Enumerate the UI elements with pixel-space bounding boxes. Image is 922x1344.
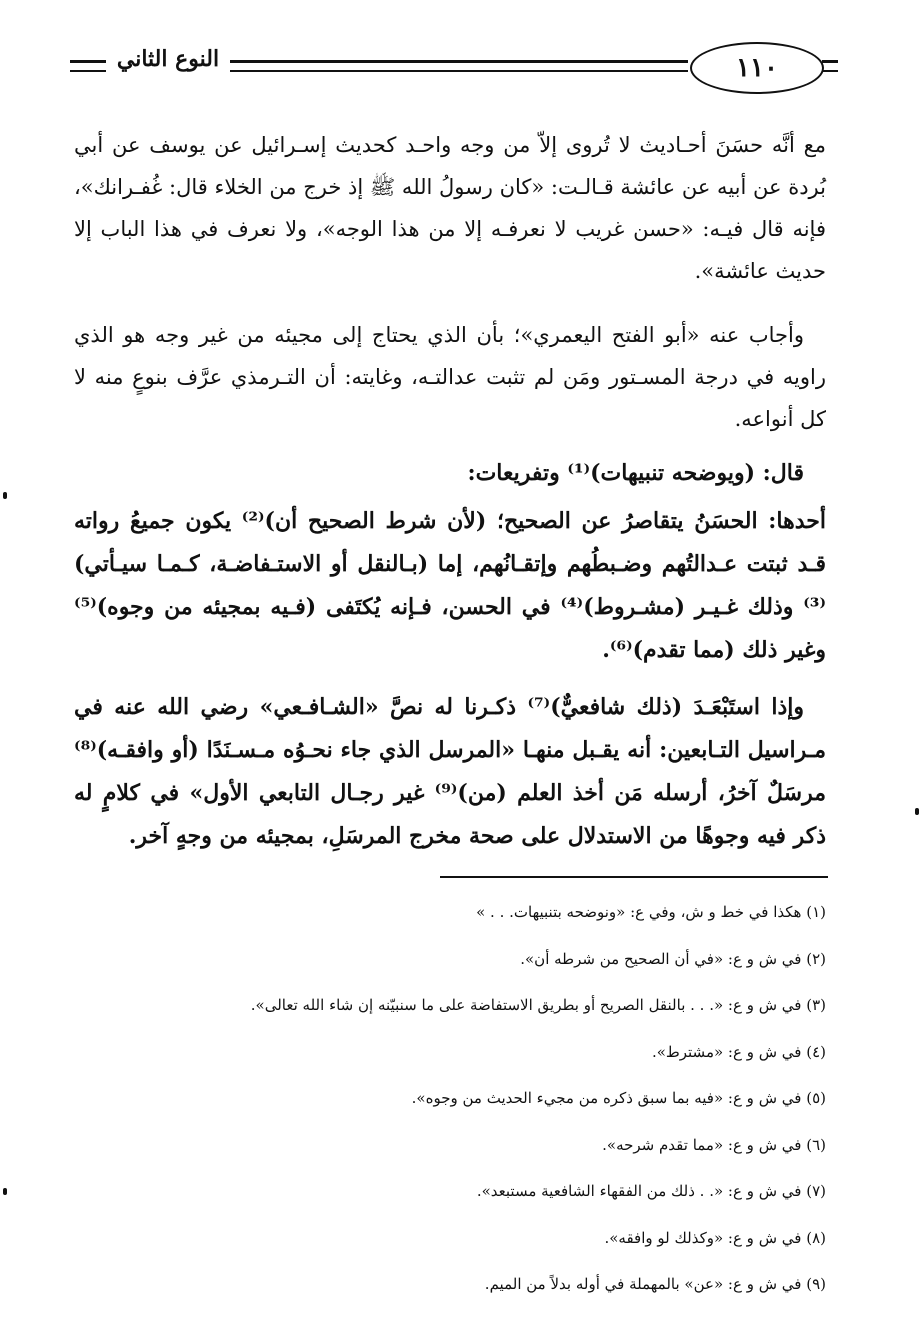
scan-mark [3,492,7,499]
page-header [70,40,830,110]
header-rule-left [70,60,106,72]
scan-mark [3,1188,7,1195]
quoted-heading: قال: (ويوضحه تنبيهات)⁽¹⁾ وتفريعات: [467,460,804,486]
section-title: النوع الثاني [116,46,220,72]
footnote: (٨) في ش و ع: «وكذلك لو وافقه». [604,1228,826,1247]
footnote: (٦) في ش و ع: «مما تقدم شرحه». [602,1135,826,1154]
footnote: (٤) في ش و ع: «مشترط». [651,1042,826,1061]
header-rule-right [822,60,838,72]
scan-mark [915,808,919,815]
footnote: (٢) في ش و ع: «في أن الصحيح من شرطه أن». [520,949,826,968]
footnote: (٧) في ش و ع: «. . ذلك من الفقهاء الشافعية مستبعد». [476,1182,826,1200]
footnote: (٣) في ش و ع: «. . . بالنقل الصريح أو بطريق الاستفاضة على ما سنبيّنه إن شاء الله تعالى». [250,996,826,1014]
footnote: (٩) في ش و ع: «عن» بالمهملة في أوله بدلاً من الميم. [484,1275,826,1293]
footnote: (١) هكذا في خط و ش، وفي ع: «ونوضحه بتنبيهات. . . » [476,903,826,921]
footnotes-list [74,892,826,1311]
paragraph-3: أحدها: الحسَنُ يتقاصرُ عن الصحيح؛ (لأن شرط الصحيح أن)⁽²⁾ يكون جميعُ رواته قـد ثبتت عـدالتُهم وضـبطُهم وإتقـانُهم، إما (بـالنقل أو الاستـفاضـة، كـمـا سيـأتي)⁽³⁾ وذلك غـيـر (مشـروط)⁽⁴⁾ في الحسن، فـإنه يُكتَفى (فـيه بمجيئه من وجوه)⁽⁵⁾ وغير ذلك (مما تقدم)⁽⁶⁾. [74,508,826,663]
page-number: ١١٠ [690,42,824,94]
footnote-separator [440,876,828,878]
header-rule-middle [230,60,688,72]
paragraph-4: وإذا استَبْعَـدَ (ذلك شافعيٌّ)⁽⁷⁾ ذكـرنا له نصَّ «الشـافـعي» رضي الله عنه في مـراسيل التـابعين: أنه يقـبل منهـا «المرسل الذي جاء نحـوُه مـسـنَدًا (أو وافقـه)⁽⁸⁾ مرسَلٌ آخرُ، أرسله مَن أخذ العلم (من)⁽⁹⁾ غير رجـال التابعي الأول» في كلامٍ له ذكر فيه وجوهًا من الاستدلال على صحة مخرج المرسَلِ، بمجيئه من وجهٍ آخر. [74,694,827,849]
footnote: (٥) في ش و ع: «فيه بما سبق ذكره من مجيء الحديث من وجوه». [411,1089,826,1107]
paragraph-1: مع أنَّه حسَنَ أحـاديث لا تُروى إلاّ من وجه واحـد كحديث إسـرائيل عن يوسف عن أبي بُردة عن أبيه عن عائشة قـالـت: «كان رسولُ الله ﷺ إذ خرج من الخلاء قال: غُفـرانك»، فإنه قال فيـه: «حسن غريب لا نعرفـه إلا من هذا الوجه»، ولا نعرف في هذا الباب إلا حديث عائشة». [73,133,826,283]
paragraph-2: وأجاب عنه «أبو الفتح اليعمري»؛ بأن الذي يحتاج إلى مجيئه من غير وجه هو الذي راويه في درجة المسـتور ومَن لم تثبت عدالتـه، وغايته: أن التـرمذي عرَّف بنوعٍ منه لا كل أنواعه. [74,323,826,431]
